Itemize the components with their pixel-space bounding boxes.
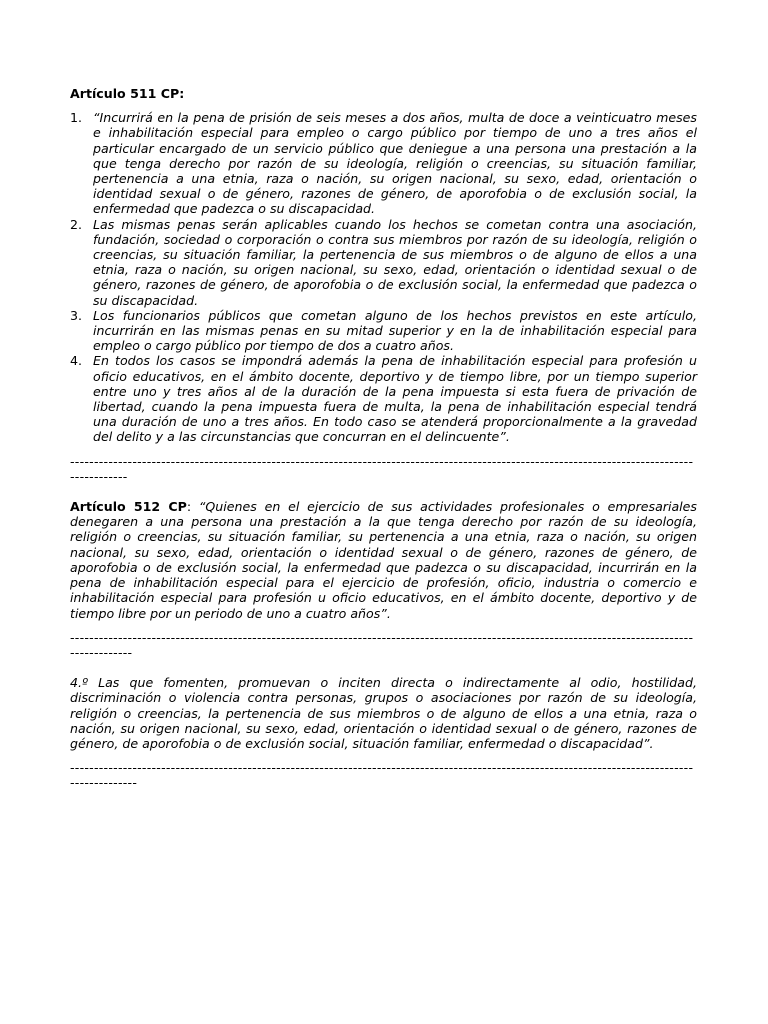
dashed-separator: ----------------------------------------------------------------------------------------------------------------------------------------------	[70, 453, 694, 484]
list-item	[70, 353, 697, 444]
list-item-number: 2.	[70, 216, 83, 232]
article-511-list	[70, 110, 697, 444]
list-item-text: Las mismas penas serán aplicables cuando los hechos se cometan contra una asociación, fundación, sociedad o corporación o contra sus miembros por razón de su ideología, religión o creencias, su situación familiar, la pertenencia de sus miembros o de alguno de ellos a una etnia, raza o nación, su origen nacional, su sexo, edad, orientación o identidad sexual o de género, razones de género, de aporofobia o de exclusión social, la enfermedad que padezca o su discapacidad.	[93, 216, 697, 308]
paragraph-4	[70, 675, 697, 751]
list-item-text: “Incurrirá en la pena de prisión de seis meses a dos años, multa de doce a veinticuatro meses e inhabilitación especial para empleo o cargo público por tiempo de uno a tres años el particular encargado de un servicio público que deniegue a una persona una prestación a la que tenga derecho por razón de su ideología, religión o creencias, su situación familiar, pertenencia a una etnia, raza o nación, su origen nacional, su sexo, edad, orientación o identidad sexual o de género, razones de género, de aporofobia o de exclusión social, la enfermedad que padezca o su discapacidad.	[93, 110, 697, 217]
article-511-heading: Artículo 511 CP:	[70, 86, 185, 101]
paragraph-4-text: 4.º Las que fomenten, promuevan o inciten directa o indirectamente al odio, hostilidad, discriminación o violencia contra personas, grupos o asociaciones por razón de su ideología, religión o creencias, la pertenencia de sus miembros o de alguno de ellos a una etnia, raza o nación, su origen nacional, su sexo, edad, orientación o identidad sexual o de género, razones de género, de aporofobia o de exclusión social, situación familiar, enfermedad o discapacidad”.	[70, 675, 697, 751]
list-item-text: En todos los casos se impondrá además la pena de inhabilitación especial para profesión u oficio educativos, en el ámbito docente, deportivo y de tiempo libre, por un tiempo superior entre uno y tres años al de la duración de la pena impuesta si esta fuera de privación de libertad, cuando la pena impuesta fuera de multa, la pena de inhabilitación especial tendrá una duración de uno a tres años. En todo caso se atenderá proporcionalmente a la gravedad del delito y a las circunstancias que concurran en el delincuente”.	[93, 353, 697, 445]
article-512-colon: :	[186, 499, 199, 515]
article-512-label: Artículo 512 CP	[70, 499, 187, 515]
list-item-number: 3.	[70, 307, 83, 323]
list-item	[70, 308, 697, 354]
dashed-separator: -----------------------------------------------------------------------------------------------------------------------------------------------	[70, 629, 694, 660]
list-item	[70, 217, 697, 308]
article-512-text: “Quienes en el ejercicio de sus actividades profesionales o empresariales denegaren a una persona una prestación a la que tenga derecho por razón de su ideología, religión o creencias, su situación familiar, su pertenencia a una etnia, raza o nación, su origen nacional, su sexo, edad, orientación o identidad sexual o de género, razones de género, de aporofobia o de exclusión social, la enfermedad que padezca o su discapacidad, incurrirán en la pena de inhabilitación especial para el ejercicio de profesión, oficio, industria o comercio e inhabilitación especial para profesión u oficio educativos, en el ámbito docente, deportivo y de tiempo libre por un periodo de uno a cuatro años”.	[70, 499, 697, 621]
list-item	[70, 110, 697, 216]
article-512-paragraph	[70, 499, 697, 621]
dashed-separator: ------------------------------------------------------------------------------------------------------------------------------------------------	[70, 760, 694, 791]
list-item-number: 1.	[70, 110, 83, 126]
list-item-number: 4.	[70, 353, 83, 369]
list-item-text: Los funcionarios públicos que cometan alguno de los hechos previstos en este artículo, incurrirán en las mismas penas en su mitad superior y en la de inhabilitación especial para empleo o cargo público por tiempo de dos a cuatro años.	[93, 307, 697, 354]
